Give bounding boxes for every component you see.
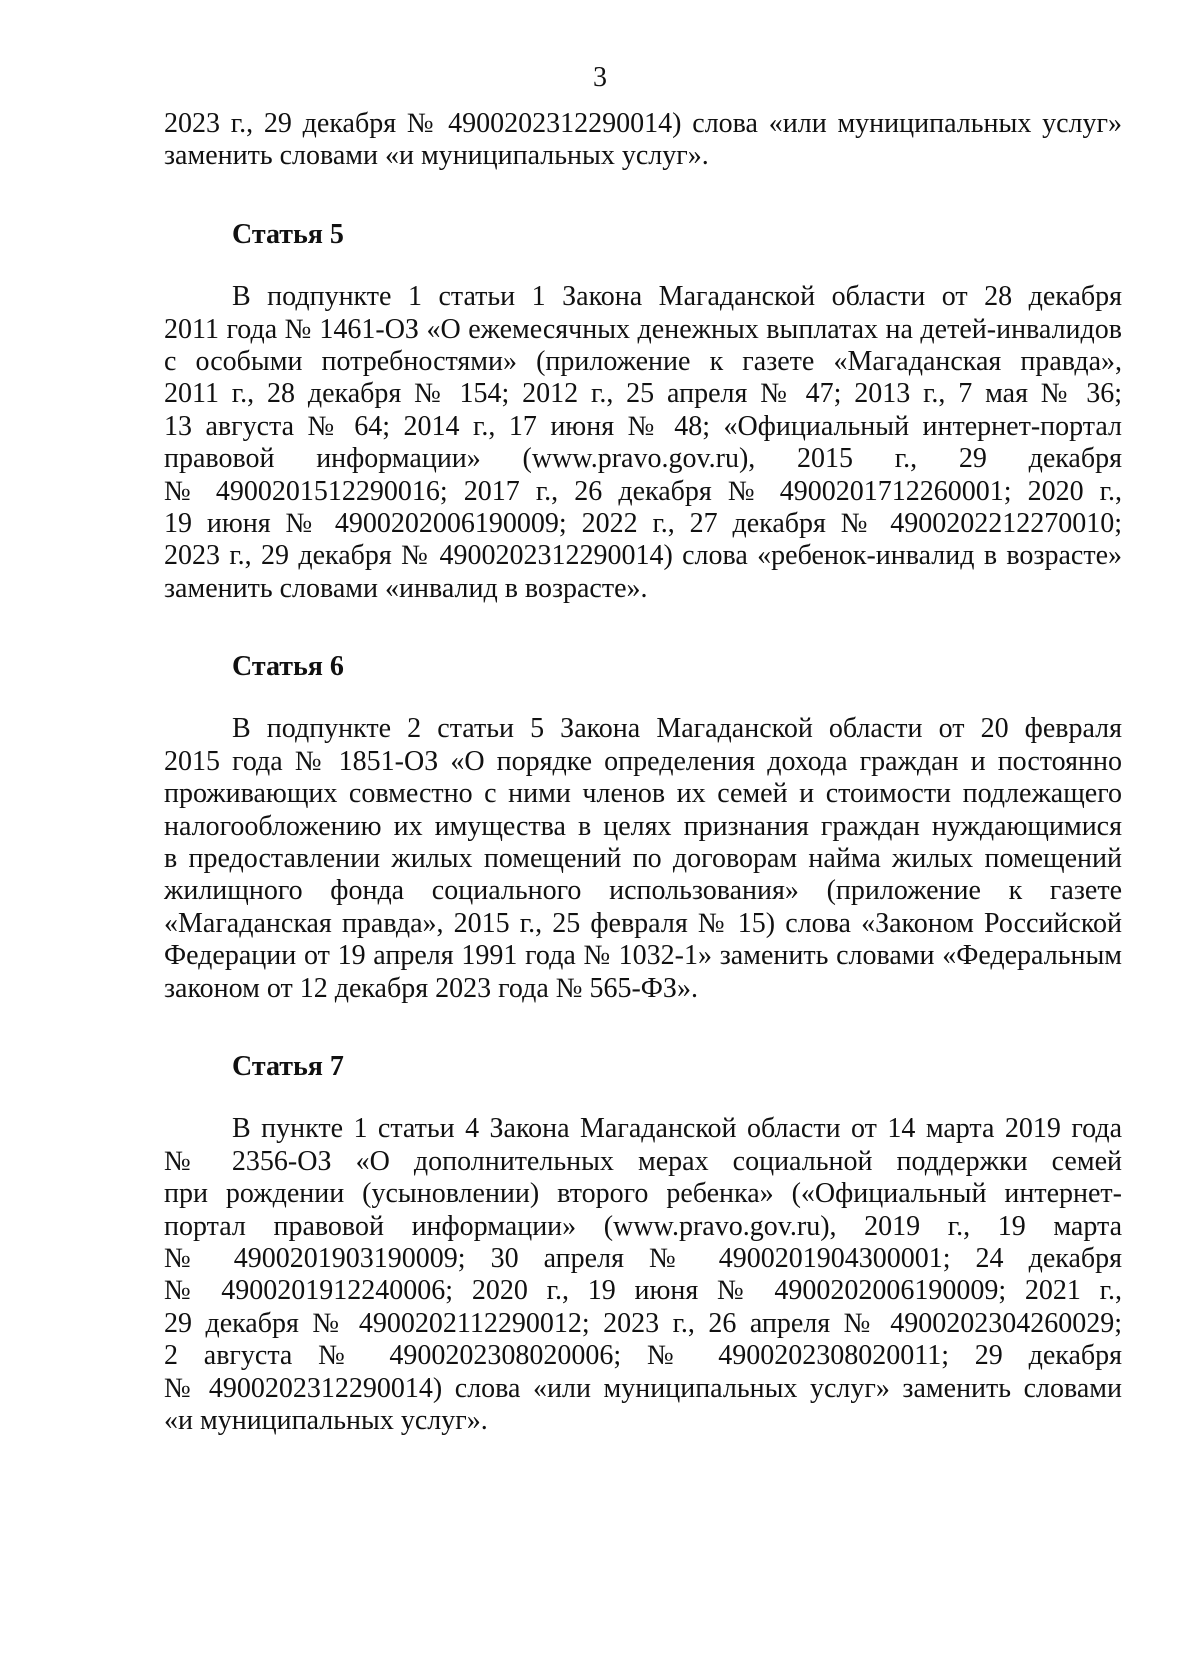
text-line: заменить словами «и муниципальных услуг».	[164, 140, 709, 172]
text-line: проживающих совместно с ними членов их семей и стоимости подлежащего	[164, 778, 1122, 810]
text-line: 2011 года № 1461-ОЗ «О ежемесячных денежных выплатах на детей-инвалидов	[164, 313, 1122, 345]
text-line: № 4900201512290016; 2017 г., 26 декабря № 4900201712260001; 2020 г.,	[164, 475, 1122, 507]
text-line: 2023 г., 29 декабря № 4900202312290014) слова «или муниципальных услуг»	[164, 108, 1122, 139]
text-line: № 4900201912240006; 2020 г., 19 июня № 4900202006190009; 2021 г.,	[164, 1275, 1122, 1307]
article-paragraph	[164, 1113, 1122, 1437]
text-line: 19 июня № 4900202006190009; 2022 г., 27 декабря № 4900202212270010;	[164, 507, 1122, 539]
text-line: В подпункте 2 статьи 5 Закона Магаданской области от 20 февраля	[232, 713, 1122, 745]
text-line: при рождении (усыновлении) второго ребенка» («Официальный интернет-	[164, 1178, 1122, 1210]
text-line: № 2356-ОЗ «О дополнительных мерах социальной поддержки семей	[164, 1145, 1122, 1177]
text-line: 2 августа № 4900202308020006; № 4900202308020011; 29 декабря	[164, 1340, 1122, 1372]
article-heading: Статья 6	[232, 651, 344, 683]
text-line: № 4900201903190009; 30 апреля № 4900201904300001; 24 декабря	[164, 1242, 1122, 1274]
text-line: жилищного фонда социального использования» (приложение к газете	[164, 875, 1122, 907]
article-7	[164, 1051, 1122, 1437]
text-line: «Магаданская правда», 2015 г., 25 февраля № 15) слова «Законом Российской	[164, 907, 1122, 939]
text-line: с особыми потребностями» (приложение к газете «Магаданская правда»,	[164, 345, 1122, 377]
article-heading: Статья 7	[232, 1050, 344, 1082]
text-line: заменить словами «инвалид в возрасте».	[164, 572, 648, 604]
article-heading: Статья 5	[232, 218, 344, 250]
text-line: 13 августа № 64; 2014 г., 17 июня № 48; «Официальный интернет-портал	[164, 410, 1122, 442]
text-line: правовой информации» (www.pravo.gov.ru), 2015 г., 29 декабря	[164, 443, 1122, 475]
text-line: В пункте 1 статьи 4 Закона Магаданской области от 14 марта 2019 года	[232, 1113, 1122, 1145]
text-line: 2015 года № 1851-ОЗ «О порядке определения дохода граждан и постоянно	[164, 745, 1122, 777]
article-paragraph	[164, 281, 1122, 605]
text-line: 2023 г., 29 декабря № 4900202312290014) слова «ребенок-инвалид в возрасте»	[164, 540, 1122, 572]
text-line: В подпункте 1 статьи 1 Закона Магаданской области от 28 декабря	[232, 281, 1122, 313]
page-number: 3	[593, 62, 607, 93]
text-line: налогообложению их имущества в целях признания граждан нуждающимися	[164, 810, 1122, 842]
intro-paragraph	[164, 108, 1122, 173]
text-line: № 4900202312290014) слова «или муниципальных услуг» заменить словами	[164, 1372, 1122, 1404]
document-body	[164, 108, 1122, 1437]
text-line: 2011 г., 28 декабря № 154; 2012 г., 25 апреля № 47; 2013 г., 7 мая № 36;	[164, 378, 1122, 410]
article-paragraph	[164, 713, 1122, 1005]
text-line: Федерации от 19 апреля 1991 года № 1032-1» заменить словами «Федеральным	[164, 940, 1122, 972]
text-line: 29 декабря № 4900202112290012; 2023 г., 26 апреля № 4900202304260029;	[164, 1307, 1122, 1339]
article-6	[164, 651, 1122, 1005]
article-5	[164, 219, 1122, 605]
text-line: в предоставлении жилых помещений по договорам найма жилых помещений	[164, 843, 1122, 875]
text-line: портал правовой информации» (www.pravo.gov.ru), 2019 г., 19 марта	[164, 1210, 1122, 1242]
text-line: «и муниципальных услуг».	[164, 1404, 488, 1436]
text-line: законом от 12 декабря 2023 года № 565-ФЗ».	[164, 972, 698, 1004]
